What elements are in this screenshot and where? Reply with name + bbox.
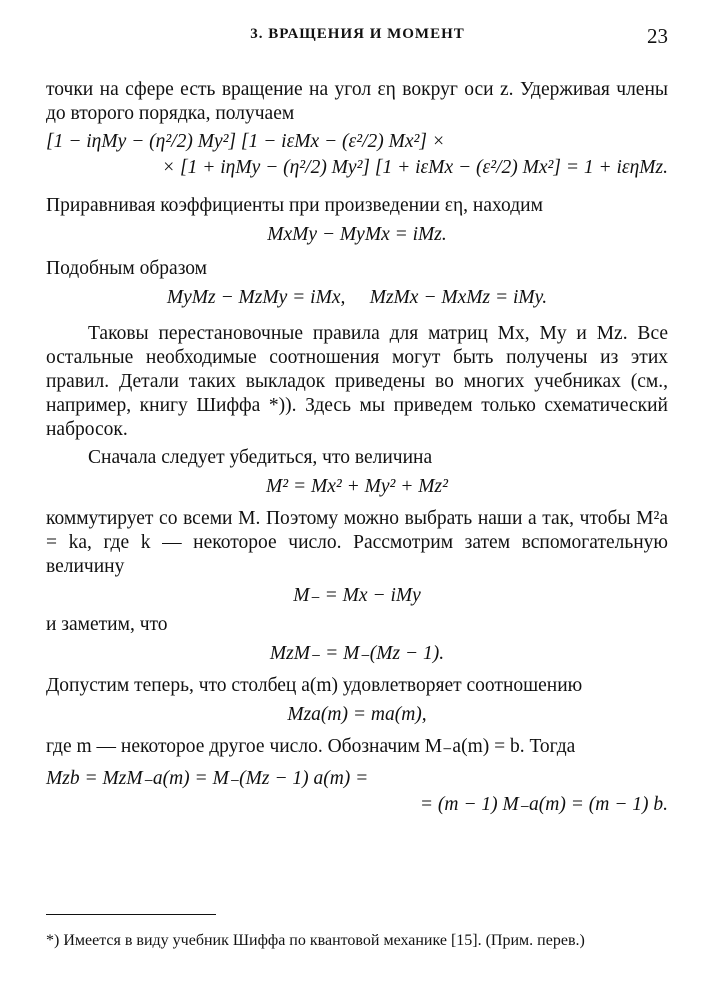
paragraph-1: точки на сфере есть вращение на угол εη вокруг оси z. Удерживая члены до второго порядка, получаем (46, 79, 668, 124)
paragraph-6: коммутирует со всеми M. Поэтому можно выбрать наши a так, чтобы M²a = ka, где k — некоторое число. Рассмотрим затем вспомогательную величину (46, 508, 668, 577)
footnote-rule (46, 914, 216, 915)
page-body (46, 78, 668, 823)
equation-8b: = (m − 1) M₋a(m) = (m − 1) b. (419, 794, 668, 815)
footnote: *) Имеется в виду учебник Шиффа по квантовой механике [15]. (Прим. перев.) (46, 932, 585, 949)
chapter-title: 3. ВРАЩЕНИЯ И МОМЕНТ (250, 26, 465, 42)
equation-4: M² = Mx² + My² + Mz² (266, 476, 448, 497)
paragraph-7: и заметим, что (46, 614, 168, 635)
equation-3: MyMz − MzMy = iMx, MzMx − MxMz = iMy. (166, 287, 548, 308)
running-header (0, 26, 715, 52)
equation-8a: Mzb = MzM₋a(m) = M₋(Mz − 1) a(m) = (46, 768, 369, 789)
equation-6: MzM₋ = M₋(Mz − 1). (269, 643, 445, 664)
equation-1b: × [1 + iηMy − (η²/2) My²] [1 + iεMx − (ε²/2) Mx²] = 1 + iεηMz. (161, 157, 668, 178)
paragraph-4: Таковы перестановочные правила для матриц Mx, My и Mz. Все остальные необходимые соотношения могут быть получены из этих правил. Детали таких выкладок приведены во многих учебниках (см., например, книгу Шиффа *)). Здесь мы приведем только схематический набросок. (46, 323, 668, 440)
paragraph-3: Подобным образом (46, 258, 207, 279)
paragraph-8: Допустим теперь, что столбец a(m) удовлетворяет соотношению (46, 675, 583, 696)
paragraph-9: где m — некоторое другое число. Обозначим M₋a(m) = b. Тогда (46, 736, 576, 757)
paragraph-5: Сначала следует убедиться, что величина (88, 447, 433, 468)
page-number: 23 (647, 24, 668, 48)
equation-1a: [1 − iηMy − (η²/2) My²] [1 − iεMx − (ε²/2) Mx²] × (46, 131, 445, 152)
equation-7: Mza(m) = ma(m), (287, 704, 427, 725)
paragraph-2: Приравнивая коэффициенты при произведении εη, находим (46, 195, 543, 216)
equation-2: MxMy − MyMx = iMz. (267, 224, 447, 245)
equation-5: M₋ = Mx − iMy (293, 585, 421, 606)
